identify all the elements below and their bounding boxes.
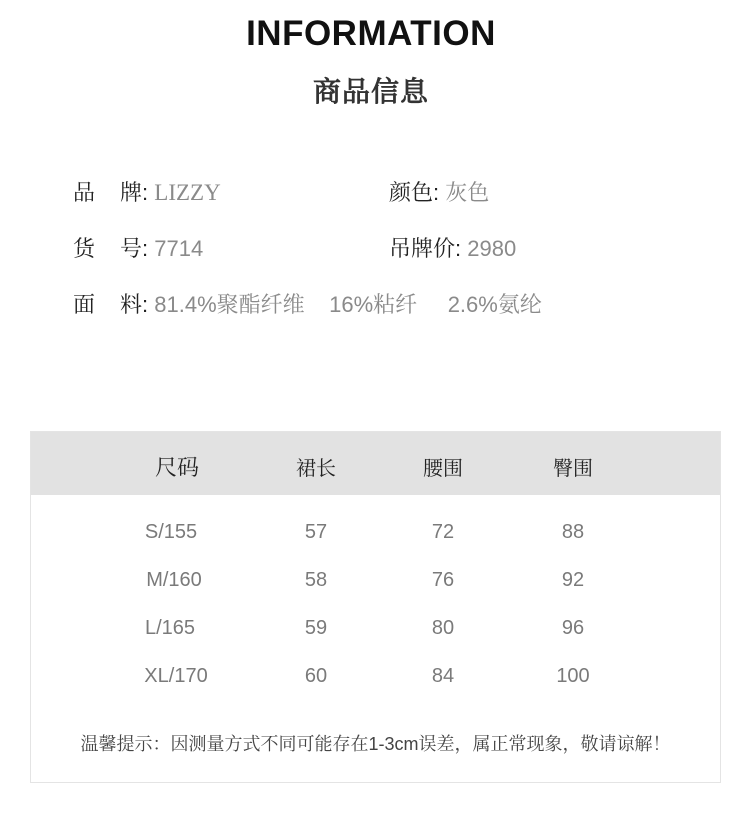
row-1-hip: 88	[561, 521, 585, 543]
item-number-row	[73, 234, 203, 264]
header-hip: 臀围	[553, 458, 593, 480]
tag-price-row	[389, 234, 516, 264]
fabric-label	[73, 292, 148, 317]
row-3-hip: 96	[561, 617, 585, 639]
brand-label-char-1: 品	[73, 180, 96, 205]
row-2-skirt-length: 58	[304, 569, 328, 591]
fabric-row	[73, 290, 542, 320]
item-number-value: 7714	[154, 236, 204, 261]
fabric-label-char-1: 面	[73, 292, 96, 317]
row-3-skirt-length: 59	[304, 617, 328, 639]
row-1-waist: 72	[431, 521, 455, 543]
size-table-header	[31, 432, 720, 495]
brand-label	[73, 180, 148, 205]
brand-row	[73, 178, 221, 208]
measurement-note: 温馨提示：因测量方式不同可能存在1-3cm误差，属正常现象，敬请谅解！	[80, 734, 671, 754]
item-number-label-char-2: 号	[120, 236, 143, 261]
brand-label-char-2: 牌	[120, 180, 143, 205]
fabric-value: 81.4%聚酯纤维 16%粘纤 2.6%氨纶	[154, 292, 542, 317]
tag-price-label-text: 吊牌价	[389, 236, 456, 261]
row-4-waist: 84	[431, 665, 455, 687]
tag-price-value: 2980	[467, 236, 517, 261]
color-label-separator: :	[433, 180, 440, 205]
brand-label-separator: :	[142, 180, 149, 205]
row-1-size: S/155	[144, 521, 198, 543]
row-2-size: M/160	[146, 569, 202, 591]
row-3-size: L/165	[144, 617, 196, 639]
tag-price-label-separator: :	[455, 236, 462, 261]
fabric-label-char-2: 料	[120, 292, 143, 317]
title-chinese: 商品信息	[312, 76, 429, 107]
color-label	[389, 180, 439, 205]
header-waist: 腰围	[423, 458, 463, 480]
row-2-hip: 92	[561, 569, 585, 591]
header-size: 尺码	[154, 455, 199, 480]
item-number-label-separator: :	[142, 236, 149, 261]
row-4-skirt-length: 60	[304, 665, 328, 687]
tag-price-label	[389, 236, 461, 261]
row-4-size: XL/170	[144, 665, 208, 687]
header-skirt-length: 裙长	[296, 458, 336, 480]
row-1-skirt-length: 57	[304, 521, 328, 543]
row-2-waist: 76	[431, 569, 455, 591]
size-table	[30, 431, 721, 783]
fabric-label-separator: :	[142, 292, 149, 317]
color-label-text: 颜色	[389, 180, 434, 205]
item-number-label-char-1: 货	[73, 236, 96, 261]
brand-value: LIZZY	[154, 180, 221, 205]
row-4-hip: 100	[556, 665, 590, 687]
color-row	[389, 178, 489, 208]
title-english: INFORMATION	[246, 14, 496, 53]
item-number-label	[73, 236, 148, 261]
row-3-waist: 80	[431, 617, 455, 639]
color-value: 灰色	[445, 180, 490, 205]
